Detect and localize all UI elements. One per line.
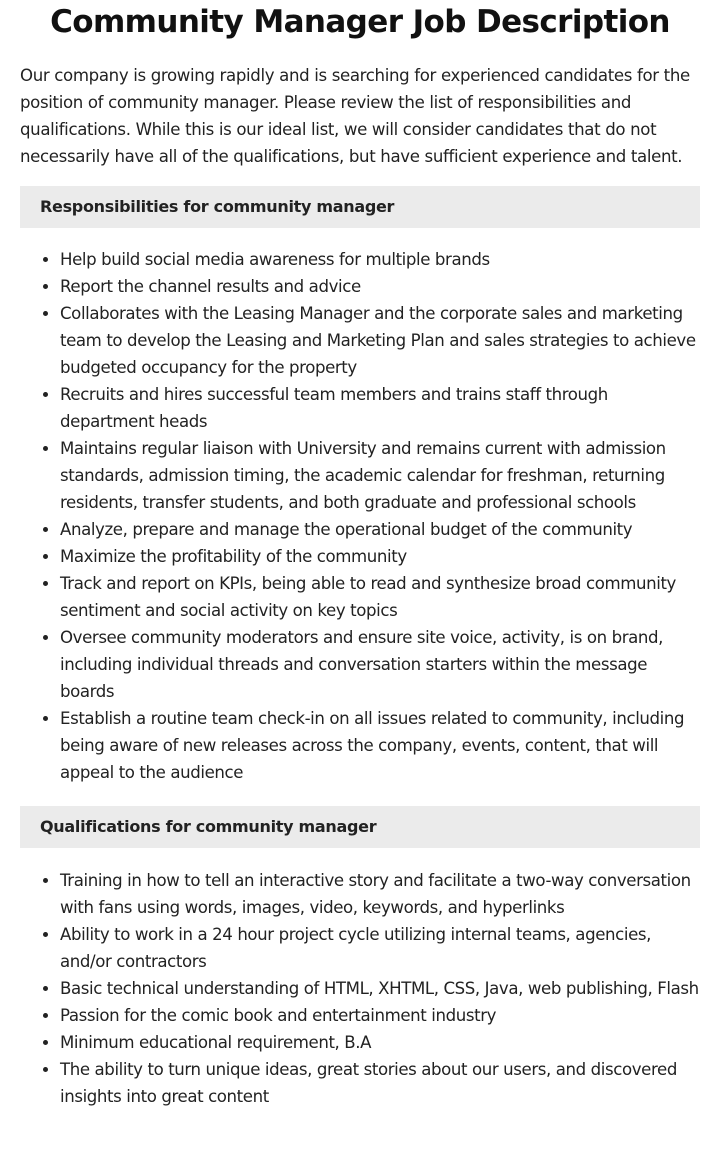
responsibility-item: • Track and report on KPIs, being able to read and synthesize broad community sentiment and social activity on key topics <box>60 570 700 624</box>
responsibility-item: • Analyze, prepare and manage the operational budget of the community <box>60 516 700 543</box>
qualification-item: • Passion for the comic book and entertainment industry <box>60 1002 700 1029</box>
responsibility-item: • Establish a routine team check-in on all issues related to community, including being aware of new releases across the company, events, content, that will appeal to the audience <box>60 705 700 786</box>
page-title: Community Manager Job Description <box>50 4 670 40</box>
responsibility-item: • Oversee community moderators and ensure site voice, activity, is on brand, including individual threads and conversation starters within the message boards <box>60 624 700 705</box>
responsibilities-list <box>20 246 700 786</box>
responsibility-item: • Maximize the profitability of the community <box>60 543 700 570</box>
responsibility-item: • Report the channel results and advice <box>60 273 700 300</box>
qualifications-list <box>20 867 700 1110</box>
intro-paragraph: Our company is growing rapidly and is searching for experienced candidates for the position of community manager. Please review the list of responsibilities and qualifications. While this is our ideal list, we will consider candidates that do not necessarily have all of the qualifications, but have sufficient experience and talent. <box>20 66 690 166</box>
responsibility-item: • Collaborates with the Leasing Manager and the corporate sales and marketing team to develop the Leasing and Marketing Plan and sales strategies to achieve budgeted occupancy for the property <box>60 300 700 381</box>
responsibility-item: • Maintains regular liaison with University and remains current with admission standards, admission timing, the academic calendar for freshman, returning residents, transfer students, and both graduate and professional schools <box>60 435 700 516</box>
qualification-item: • The ability to turn unique ideas, great stories about our users, and discovered insights into great content <box>60 1056 700 1110</box>
qualifications-heading: Qualifications for community manager <box>20 806 700 848</box>
qualification-item: • Ability to work in a 24 hour project cycle utilizing internal teams, agencies, and/or contractors <box>60 921 700 975</box>
qualification-item: • Training in how to tell an interactive story and facilitate a two-way conversation with fans using words, images, video, keywords, and hyperlinks <box>60 867 700 921</box>
responsibilities-heading: Responsibilities for community manager <box>20 186 700 228</box>
responsibility-item: • Help build social media awareness for multiple brands <box>60 246 700 273</box>
qualification-item: • Minimum educational requirement, B.A <box>60 1029 700 1056</box>
responsibility-item: • Recruits and hires successful team members and trains staff through department heads <box>60 381 700 435</box>
qualification-item: • Basic technical understanding of HTML, XHTML, CSS, Java, web publishing, Flash <box>60 975 700 1002</box>
